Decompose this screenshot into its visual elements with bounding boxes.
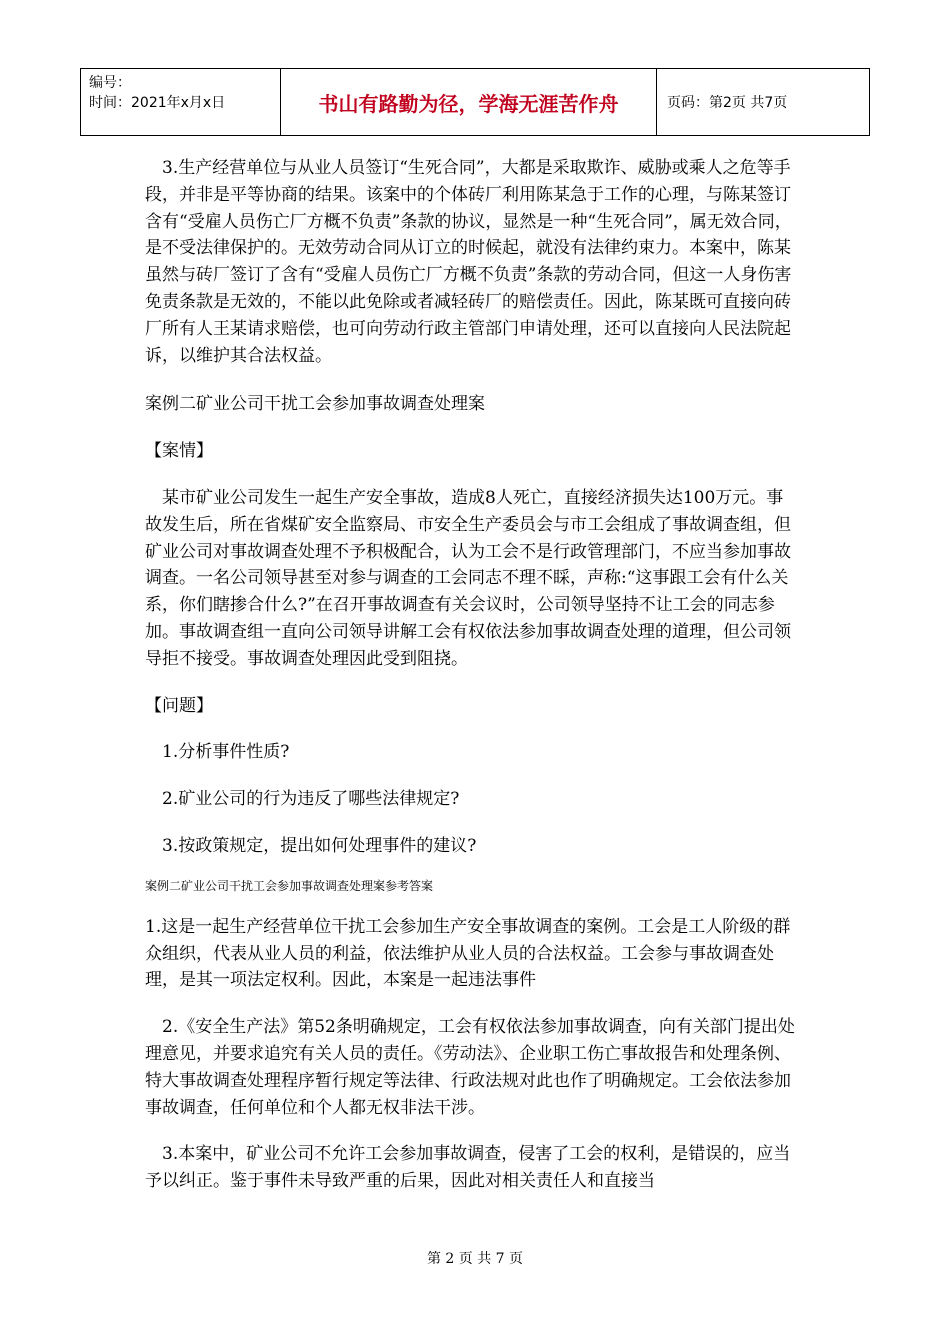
paragraph-answer-3: 3.生产经营单位与从业人员签订“生死合同”，大都是采取欺诈、威胁或乘人之危等手段，并非是平等协商的结果。该案中的个体砖厂利用陈某急于工作的心理，与陈某签订含有“受雇人员伤亡厂方概不负责”条款的协议，显然是一种“生死合同”，属无效合同，是不受法律保护的。无效劳动合同从订立的时候起，就没有法律约束力。本案中，陈某虽然与砖厂签订了含有“受雇人员伤亡厂方概不负责”条款的劳动合同，但这一人身伤害免责条款是无效的，不能以此免除或者减轻砖厂的赔偿责任。因此，陈某既可直接向砖厂所有人王某请求赔偿，也可向劳动行政主管部门申请处理，还可以直接向人民法院起诉，以维护其合法权益。 (145, 158, 792, 366)
question-1: 1.分析事件性质? (145, 742, 290, 763)
answer-title: 案例二矿业公司干扰工会参加事故调查处理案参考答案 (145, 878, 434, 893)
answer-1: 1.这是一起生产经营单位干扰工会参加生产安全事故调查的案例。工会是工人阶级的群众组织，代表从业人员的利益，依法维护从业人员的合法权益。工会参与事故调查处理，是其一项法定权利。因此，本案是一起违法事件 (145, 916, 791, 991)
header-meta (81, 69, 281, 135)
document-body (145, 155, 800, 1195)
question-2: 2.矿业公司的行为违反了哪些法律规定? (145, 789, 460, 810)
page-footer: 第 2 页 共 7 页 (426, 1251, 524, 1267)
header-motto: 书山有路勤为径，学海无涯苦作舟 (281, 69, 657, 135)
answer-3: 3.本案中，矿业公司不允许工会参加事故调查，侵害了工会的权利，是错误的，应当予以纠正。鉴于事件未导致严重的后果，因此对相关责任人和直接当 (145, 1144, 791, 1192)
answer-2: 2.《安全生产法》第52条明确规定，工会有权依法参加事故调查，向有关部门提出处理意见，并要求追究有关人员的责任。《劳动法》、企业职工伤亡事故报告和处理条例、特大事故调查处理程序暂行规定等法律、行政法规对此也作了明确规定。工会依法参加事故调查，任何单位和个人都无权非法干涉。 (145, 1017, 795, 1118)
header-page-info: 页码：第2页 共7页 (667, 95, 788, 111)
doc-date: 时间：2021年x月x日 (89, 95, 226, 111)
case-title: 案例二矿业公司干扰工会参加事故调查处理案 (145, 394, 485, 415)
page-header (80, 68, 870, 136)
section-questions: 【问题】 (145, 695, 213, 716)
doc-number-label: 编号： (89, 75, 131, 91)
paragraph-case-facts: 某市矿业公司发生一起生产安全事故，造成8人死亡，直接经济损失达100万元。事故发生后，所在省煤矿安全监察局、市安全生产委员会与市工会组成了事故调查组，但矿业公司对事故调查处理不予积极配合，认为工会不是行政管理部门，不应当参加事故调查。一名公司领导甚至对参与调查的工会同志不理不睬，声称:“这事跟工会有什么关系，你们瞎掺合什么?”在召开事故调查有关会议时，公司领导坚持不让工会的同志参加。事故调查组一直向公司领导讲解工会有权依法参加事故调查处理的道理，但公司领导拒不接受。事故调查处理因此受到阻挠。 (145, 487, 791, 669)
question-3: 3.按政策规定，提出如何处理事件的建议? (145, 835, 477, 856)
section-case-facts: 【案情】 (145, 441, 213, 462)
